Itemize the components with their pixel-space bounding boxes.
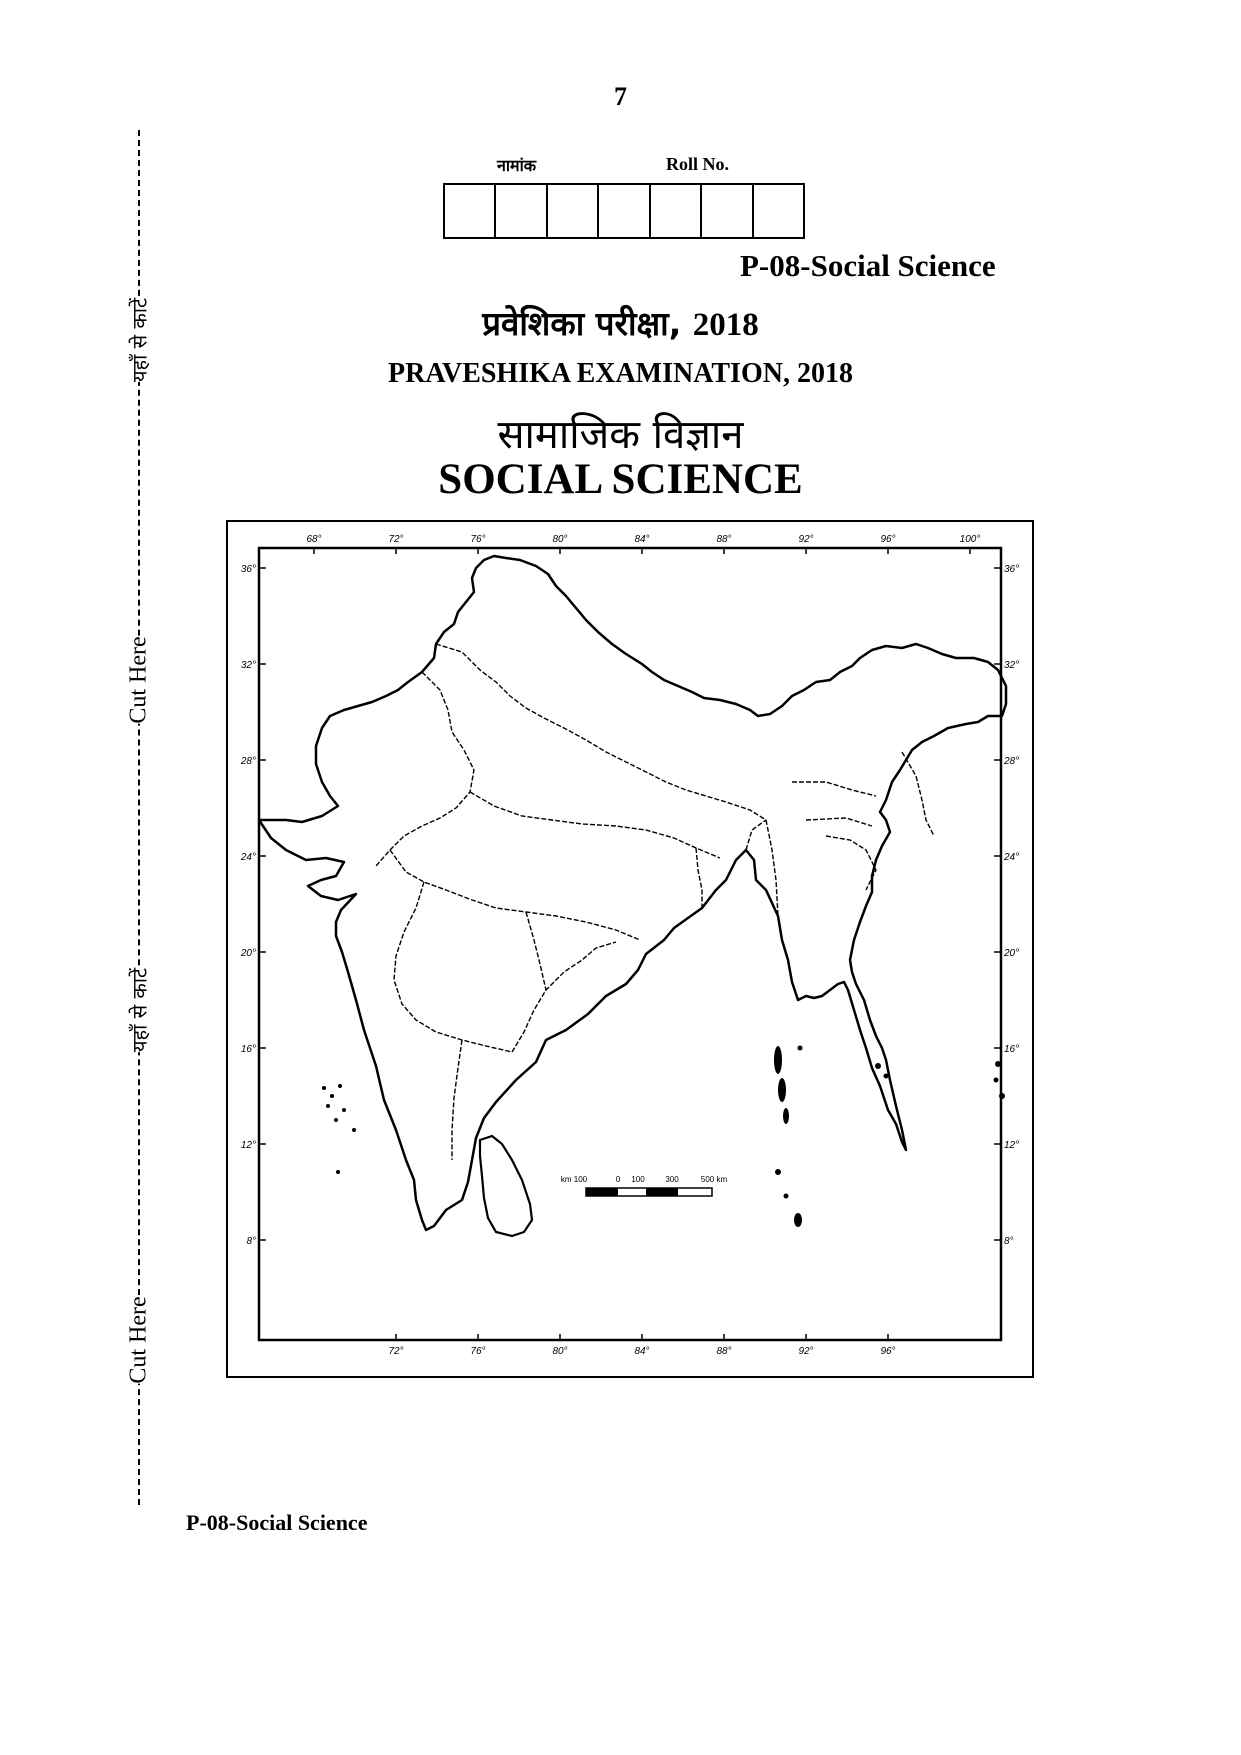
bottom-longitude-label: 96° [880,1346,896,1357]
left-latitude-labels [240,564,266,1247]
page-number: 7 [614,82,627,111]
map-western-islands [322,1084,356,1174]
roll-label-hindi: नामांक [497,156,537,175]
roll-cell[interactable] [496,185,547,237]
roll-cell[interactable] [754,185,803,237]
exam-title-english: PRAVESHIKA EXAMINATION, 2018 [388,358,853,389]
right-latitude-label: 8° [1004,1236,1014,1247]
right-latitude-labels [994,564,1019,1247]
map-inner-border [259,548,1001,1340]
right-latitude-label: 28° [1004,756,1020,767]
exam-year: 2018 [692,307,759,343]
left-latitude-label: 36° [240,564,256,575]
cut-label-english-bottom: Cut Here [120,1296,159,1383]
right-latitude-label: 32° [1004,660,1020,671]
subject-hindi: सामाजिक विज्ञान [497,412,744,458]
bottom-longitude-label: 80° [552,1346,568,1357]
scale-label: km 100 [560,1175,588,1184]
top-longitude-label: 72° [388,534,404,545]
left-latitude-label: 20° [240,948,256,959]
top-longitude-label: 96° [880,534,896,545]
right-latitude-label: 36° [1004,564,1020,575]
cut-label-english-top: Cut Here [120,636,159,723]
right-latitude-label: 24° [1004,852,1020,863]
left-latitude-label: 24° [240,852,256,863]
left-latitude-label: 28° [240,756,256,767]
roll-number-grid[interactable] [443,183,805,239]
top-longitude-label: 76° [470,534,486,545]
map-eastern-islands [774,1046,803,1228]
roll-label-english: Roll No. [666,154,729,174]
bottom-longitude-labels [388,1334,895,1357]
exam-title-hindi [0,300,1241,345]
roll-cell[interactable] [651,185,702,237]
map-coastal-islands [875,1061,1005,1099]
left-latitude-label: 8° [246,1236,256,1247]
roll-cell[interactable] [445,185,496,237]
scale-label: 100 [631,1175,645,1184]
footer-paper-code: P-08-Social Science [186,1510,368,1535]
subject-english: SOCIAL SCIENCE [438,456,803,503]
bottom-longitude-label: 84° [634,1346,650,1357]
cut-label-hindi-top: यहाँ से काटें [120,298,159,382]
outline-map-india [226,520,1034,1378]
top-longitude-label: 88° [716,534,732,545]
scale-label: 0 [615,1175,621,1184]
scale-label: 500 km [700,1175,728,1184]
left-latitude-label: 16° [240,1044,256,1055]
top-longitude-label: 92° [798,534,814,545]
top-longitude-labels [306,534,980,554]
right-latitude-label: 16° [1004,1044,1020,1055]
right-latitude-label: 12° [1004,1140,1020,1151]
bottom-longitude-label: 88° [716,1346,732,1357]
roll-cell[interactable] [548,185,599,237]
exam-title-hindi-text: प्रवेशिका परीक्षा, [482,304,682,343]
bottom-longitude-label: 76° [470,1346,486,1357]
left-latitude-label: 32° [240,660,256,671]
map-neighbour-island [480,1136,532,1236]
roll-cell[interactable] [599,185,650,237]
top-longitude-label: 100° [959,534,981,545]
top-longitude-label: 68° [306,534,322,545]
map-internal-boundaries [376,644,934,1160]
top-longitude-label: 84° [634,534,650,545]
cut-label-hindi-bottom: यहाँ से काटें [120,968,159,1052]
paper-code: P-08-Social Science [740,248,996,283]
left-latitude-label: 12° [240,1140,256,1151]
roll-cell[interactable] [702,185,753,237]
bottom-longitude-label: 92° [798,1346,814,1357]
right-latitude-label: 20° [1004,948,1020,959]
map-outer-border [227,521,1033,1377]
map-scale-bar [561,1175,728,1196]
map-country-outline [259,556,1006,1230]
top-longitude-label: 80° [552,534,568,545]
scale-label: 300 [665,1175,679,1184]
bottom-longitude-label: 72° [388,1346,404,1357]
